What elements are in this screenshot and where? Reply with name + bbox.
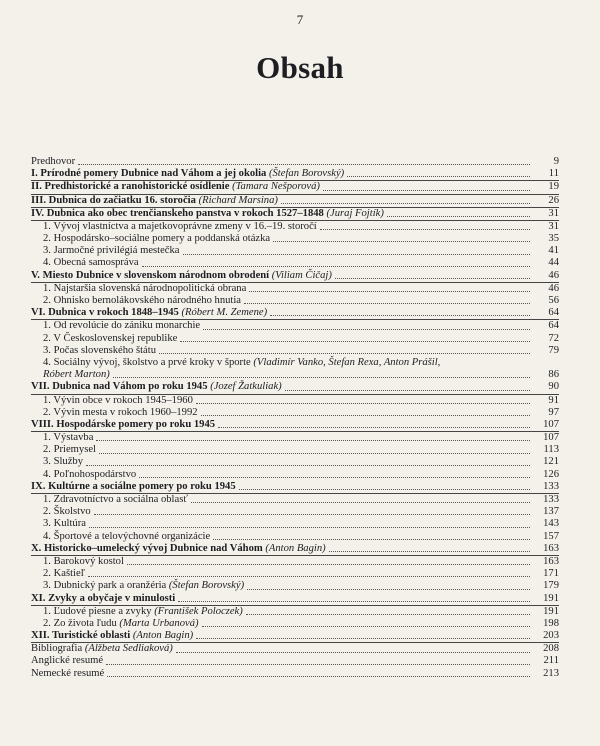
entry-title: 3. Počas slovenského štátu <box>43 344 156 356</box>
toc-entry-title <box>31 395 193 407</box>
toc-entry <box>31 258 559 270</box>
dot-leader <box>335 278 530 279</box>
toc-entry-title <box>31 643 173 655</box>
toc-entry <box>31 283 559 295</box>
entry-title: 1. Barokový kostol <box>43 555 124 567</box>
page-ref: 46 <box>548 269 559 281</box>
page-ref: 72 <box>548 332 559 344</box>
dot-leader <box>191 502 530 503</box>
toc-entry-title <box>31 270 332 282</box>
dot-leader <box>247 589 530 590</box>
chapter-title: II. Predhistorické a ranohistorické osídlenie <box>31 181 230 193</box>
dot-leader <box>320 229 530 230</box>
entry-title: 1. Ľudové piesne a zvyky <box>43 605 152 617</box>
dot-leader <box>201 415 530 416</box>
page-ref: 9 <box>553 155 559 167</box>
entry-title: 2. Vývin mesta v rokoch 1960–1992 <box>43 406 198 418</box>
page-ref: 107 <box>543 432 559 444</box>
toc-entry <box>31 168 559 181</box>
toc-entry-title <box>31 456 83 468</box>
toc-entry <box>31 543 559 556</box>
author-name: (Štefan Borovský) <box>168 580 245 592</box>
page-ref: 191 <box>543 592 559 604</box>
author-name: (Tamara Nešporová) <box>232 181 320 193</box>
toc-entry <box>31 630 559 643</box>
page-ref: 46 <box>548 282 559 294</box>
page-ref: 163 <box>543 542 559 554</box>
toc-entry-title <box>31 419 215 431</box>
entry-title: 1. Najstaršia slovenská národnopolitická obrana <box>43 282 247 294</box>
toc-entry-title <box>31 168 344 180</box>
entry-title: 3. Jarmočné privilégiá mestečka <box>43 245 180 257</box>
page-ref: 31 <box>548 207 559 219</box>
page-ref: 198 <box>543 617 559 629</box>
chapter-title: I. Prírodné pomery Dubnice nad Váhom a jej okolia <box>31 168 267 180</box>
chapter-title: X. Historicko–umelecký vývoj Dubnice nad Váhom <box>31 542 263 554</box>
toc-entry-title <box>31 543 326 555</box>
entry-title: 1. Od revolúcie do zániku monarchie <box>43 320 201 332</box>
dot-leader <box>106 664 530 665</box>
toc-entry-title <box>31 655 103 667</box>
entry-title: 2. Ohnisko bernolákovského národného hnutia <box>43 295 242 307</box>
page-number: 7 <box>296 12 304 27</box>
entry-title: 4. Obecná samospráva <box>43 257 139 269</box>
page-ref: 97 <box>548 406 559 418</box>
dot-leader <box>244 303 530 304</box>
page-ref: 213 <box>543 667 559 679</box>
entry-title: 4. Sociálny vývoj, školstvo a prvé kroky v športe <box>43 356 251 368</box>
toc-entry-title <box>31 630 193 642</box>
toc-entry <box>31 307 559 320</box>
dot-leader <box>196 638 530 639</box>
toc-entry <box>31 618 559 630</box>
toc-entry-title <box>31 195 278 207</box>
toc-entry-title <box>31 233 270 245</box>
toc-entry-title <box>31 320 200 332</box>
entry-title: 1. Výstavba <box>43 432 94 444</box>
toc-entry-title <box>31 333 177 345</box>
dot-leader <box>273 241 530 242</box>
toc-entry <box>31 568 559 580</box>
toc-entry-title <box>31 668 104 680</box>
page-ref: 19 <box>548 181 559 193</box>
dot-leader <box>202 626 530 627</box>
toc-entry <box>31 556 559 568</box>
toc-entry <box>31 531 559 543</box>
dot-leader <box>323 190 530 191</box>
entry-title: Predhovor <box>31 155 76 167</box>
entry-title: 1. Zdravotníctvo a sociálna oblasť <box>43 494 188 506</box>
dot-leader <box>107 676 530 677</box>
dot-leader <box>239 489 530 490</box>
entry-title: 3. Dubnický park a oranžéria <box>43 580 167 592</box>
toc-entry <box>31 580 559 592</box>
dot-leader <box>88 576 530 577</box>
toc-entry-title <box>31 221 317 233</box>
table-of-contents <box>31 156 559 680</box>
page-ref: 91 <box>548 394 559 406</box>
page-ref: 64 <box>548 320 559 332</box>
page-ref: 35 <box>548 233 559 245</box>
author-name: (Marta Urbanová) <box>119 617 199 629</box>
chapter-title: VII. Dubnica nad Váhom po roku 1945 <box>31 381 208 393</box>
dot-leader <box>203 329 530 330</box>
toc-entry <box>31 606 559 618</box>
chapter-title: VI. Dubnica v rokoch 1848–1945 <box>31 307 179 319</box>
page-ref: 31 <box>548 220 559 232</box>
page-ref: 56 <box>548 295 559 307</box>
toc-entry-title <box>31 518 86 530</box>
toc-entry-title <box>31 257 139 269</box>
entry-title: Bibliografia <box>31 643 83 655</box>
toc-entry <box>31 668 559 680</box>
entry-title: 4. Poľnohospodárstvo <box>43 468 137 480</box>
dot-leader <box>281 203 530 204</box>
chapter-title: IX. Kultúrne a sociálne pomery po roku 1945 <box>31 480 236 492</box>
toc-entry <box>31 643 559 655</box>
dot-leader <box>213 539 530 540</box>
page-ref: 79 <box>548 344 559 356</box>
toc-entry <box>31 381 559 394</box>
page-ref: 211 <box>543 655 559 667</box>
toc-entry <box>31 469 559 481</box>
author-name: Róbert Marton) <box>43 369 110 381</box>
page-ref: 44 <box>548 257 559 269</box>
page-ref: 86 <box>548 369 559 381</box>
toc-entry-title <box>31 481 236 493</box>
entry-title: Anglické resumé <box>31 655 104 667</box>
dot-leader <box>246 614 530 615</box>
entry-title: 2. Zo života ľudu <box>43 617 117 629</box>
author-name: (Štefan Borovský) <box>268 168 345 180</box>
author-name: (Anton Bagin) <box>132 630 194 642</box>
dot-leader <box>347 176 530 177</box>
page-ref: 11 <box>548 168 559 180</box>
toc-entry-title <box>31 407 198 419</box>
dot-leader <box>249 291 530 292</box>
toc-entry <box>31 295 559 307</box>
dot-leader <box>86 465 530 466</box>
toc-entry <box>31 506 559 518</box>
author-name: (Anton Bagin) <box>265 542 326 554</box>
entry-title: 1. Vývoj vlastníctva a majetkovoprávne zmeny v 16.–19. storočí <box>43 220 317 232</box>
dot-leader <box>99 453 530 454</box>
toc-entry-title <box>31 381 282 393</box>
author-name: (Juraj Fojtík) <box>326 207 384 219</box>
toc-entry-title <box>31 283 246 295</box>
toc-entry <box>31 156 559 168</box>
toc-entry-title <box>31 156 75 168</box>
dot-leader <box>89 527 530 528</box>
toc-entry-title <box>31 295 241 307</box>
page-ref: 137 <box>543 506 559 518</box>
toc-entry <box>31 656 559 668</box>
toc-entry <box>31 395 559 407</box>
toc-entry-title <box>31 593 175 605</box>
toc-entry <box>31 444 559 456</box>
dot-leader <box>127 564 530 565</box>
toc-entry <box>31 481 559 494</box>
chapter-title: V. Miesto Dubnice v slovenskom národnom obrodení <box>31 269 270 281</box>
toc-entry-title <box>31 307 267 319</box>
toc-entry-title <box>31 444 96 456</box>
entry-title: 2. V Československej republike <box>43 332 178 344</box>
page-ref: 133 <box>543 480 559 492</box>
author-name: (Vladimír Vanko, Štefan Rexa, Anton Prášil, <box>253 356 441 368</box>
toc-entry <box>31 407 559 419</box>
page-ref: 157 <box>543 530 559 542</box>
toc-entry <box>31 221 559 233</box>
dot-leader <box>270 315 530 316</box>
author-name: (Viliam Čičaj) <box>271 269 332 281</box>
toc-entry-title <box>31 568 85 580</box>
dot-leader <box>78 164 530 165</box>
entry-title: 2. Hospodársko–sociálne pomery a poddanská otázka <box>43 233 271 245</box>
entry-title: 3. Kultúra <box>43 518 86 530</box>
dot-leader <box>94 514 530 515</box>
toc-entry <box>31 195 559 208</box>
entry-title: Nemecké resumé <box>31 667 105 679</box>
entry-title: 3. Služby <box>43 456 84 468</box>
toc-entry <box>31 494 559 506</box>
chapter-title: XI. Zvyky a obyčaje v minulosti <box>31 592 176 604</box>
toc-entry <box>31 333 559 345</box>
toc-entry-title <box>31 556 124 568</box>
toc-entry-title <box>31 181 320 193</box>
author-name: (Jozef Žatkuliak) <box>210 381 282 393</box>
dot-leader <box>183 254 531 255</box>
dot-leader <box>176 652 530 653</box>
toc-entry <box>31 357 559 369</box>
dot-leader <box>142 266 530 267</box>
dot-leader <box>285 390 530 391</box>
toc-entry <box>31 208 559 221</box>
page-ref: 64 <box>548 307 559 319</box>
dot-leader <box>178 601 530 602</box>
author-name: (Alžbeta Sedliaková) <box>84 643 173 655</box>
dot-leader <box>387 216 530 217</box>
chapter-title: III. Dubnica do začiatku 16. storočia <box>31 194 196 206</box>
chapter-title: VIII. Hospodárske pomery po roku 1945 <box>31 418 216 430</box>
page-ref: 126 <box>543 468 559 480</box>
author-name: (Róbert M. Zemene) <box>181 307 268 319</box>
toc-entry-title <box>31 618 199 630</box>
toc-entry <box>31 270 559 283</box>
page-ref: 90 <box>548 381 559 393</box>
page-ref: 203 <box>543 630 559 642</box>
page-ref: 133 <box>543 494 559 506</box>
entry-title: 2. Školstvo <box>43 506 91 518</box>
toc-entry <box>31 233 559 245</box>
toc-entry <box>31 518 559 530</box>
page-title: Obsah <box>256 50 344 85</box>
toc-entry-title <box>31 580 244 592</box>
toc-entry <box>31 432 559 444</box>
dot-leader <box>159 353 530 354</box>
page-ref: 143 <box>543 518 559 530</box>
dot-leader <box>113 377 530 378</box>
toc-entry <box>31 345 559 357</box>
entry-title: 1. Vývin obce v rokoch 1945–1960 <box>43 394 193 406</box>
toc-entry <box>31 245 559 257</box>
page-ref: 191 <box>543 605 559 617</box>
dot-leader <box>218 427 530 428</box>
author-name: (František Poloczek) <box>154 605 243 617</box>
dot-leader <box>196 403 530 404</box>
dot-leader <box>329 551 530 552</box>
toc-entry <box>31 320 559 332</box>
author-name: (Richard Marsina) <box>198 194 278 206</box>
toc-entry-title <box>31 345 156 357</box>
toc-entry-title <box>43 369 110 381</box>
page-ref: 26 <box>548 194 559 206</box>
entry-title: 4. Športové a telovýchovné organizácie <box>43 530 211 542</box>
page-ref: 121 <box>543 456 559 468</box>
page-ref: 163 <box>543 555 559 567</box>
toc-entry-title <box>31 606 243 618</box>
toc-entry <box>31 457 559 469</box>
chapter-title: IV. Dubnica ako obec trenčianskeho panstva v rokoch 1527–1848 <box>31 207 324 219</box>
page-ref: 208 <box>543 643 559 655</box>
toc-entry <box>31 593 559 606</box>
page-ref: 41 <box>548 245 559 257</box>
entry-title: 2. Priemysel <box>43 444 96 456</box>
toc-entry-title <box>31 245 180 257</box>
entry-title: 2. Kaštieľ <box>43 568 85 580</box>
toc-entry-title <box>31 208 384 220</box>
page-ref: 113 <box>543 444 559 456</box>
toc-entry <box>31 419 559 432</box>
toc-entry-title <box>31 432 93 444</box>
toc-entry <box>31 369 559 381</box>
toc-entry-title <box>31 506 91 518</box>
page-ref: 171 <box>543 568 559 580</box>
page-ref: 179 <box>543 580 559 592</box>
dot-leader <box>96 440 530 441</box>
toc-entry-title <box>31 494 188 506</box>
page-ref: 107 <box>543 418 559 430</box>
dot-leader <box>139 477 530 478</box>
dot-leader <box>180 341 530 342</box>
toc-entry-title <box>31 357 440 369</box>
toc-entry-title <box>31 469 136 481</box>
toc-entry <box>31 181 559 194</box>
chapter-title: XII. Turistické oblasti <box>31 630 131 642</box>
toc-entry-title <box>31 531 210 543</box>
